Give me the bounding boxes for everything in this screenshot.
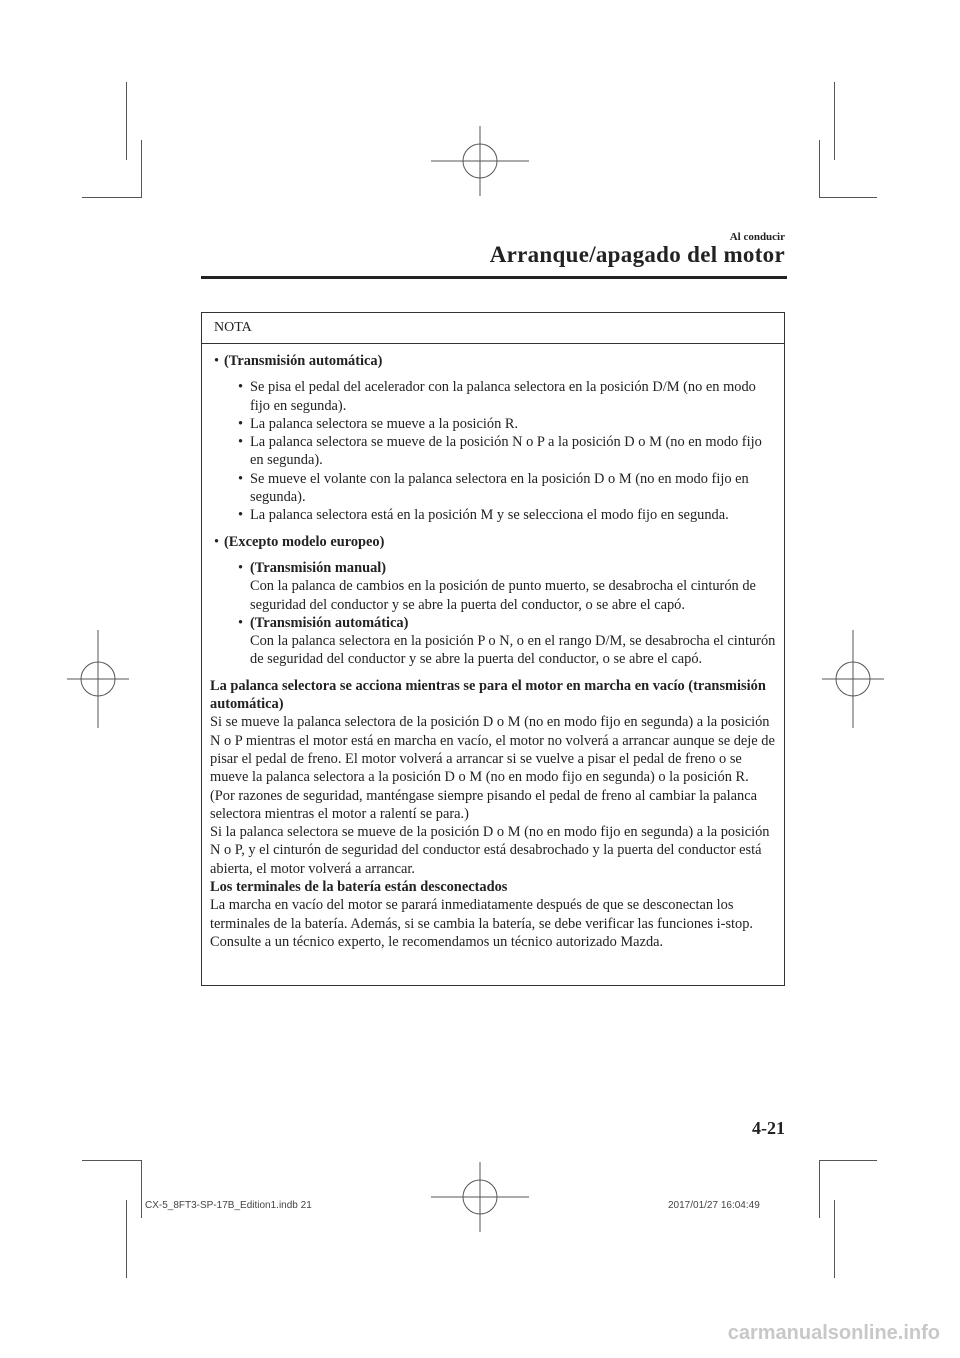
header-rule — [201, 276, 787, 279]
bullet-group-title: (Transmisión automática) — [224, 353, 383, 369]
bullet-dot-icon: • — [238, 379, 244, 396]
bullet-dot-icon: • — [238, 507, 244, 524]
bullet-group-automatic — [210, 352, 776, 370]
bullet-group-non-european — [210, 533, 776, 551]
registration-mark-left — [67, 630, 129, 728]
list-item: • Se pisa el pedal del acelerador con la palanca selectora en la posición D/M (no en modo fijo en segunda). — [238, 379, 756, 414]
list-item: • La palanca selectora se mueve de la posición N o P a la posición D o M (no en modo fijo en segunda). — [238, 434, 762, 469]
footer-file-name: CX-5_8FT3-SP-17B_Edition1.indb 21 — [145, 1200, 312, 1211]
bullet-dot-icon: • — [214, 353, 220, 369]
paragraph: Si la palanca selectora se mueve de la posición D o M (no en modo fijo en segunda) a la posición N o P, y el cinturón de seguridad del conductor está desabrochado y la puerta del conductor está abierta, el motor volverá a arrancar. — [210, 824, 770, 877]
section-heading: La palanca selectora se acciona mientras se para el motor en marcha en vacío (transmisión automática) — [210, 677, 766, 713]
bullet-group-title: (Excepto modelo europeo) — [224, 533, 385, 550]
page-title: Arranque/apagado del motor — [489, 242, 785, 267]
registration-mark-bottom — [431, 1162, 529, 1232]
list-item — [210, 559, 776, 614]
registration-mark-top — [431, 126, 529, 196]
subgroup-text: Con la palanca de cambios en la posición de punto muerto, se desabrocha el cinturón de seguridad del conductor y se abre la puerta del conductor, o se abre el capó. — [250, 578, 756, 613]
registration-mark-right — [822, 630, 884, 728]
bullet-dot-icon: • — [214, 533, 220, 550]
subgroup-title: (Transmisión automática) — [250, 614, 409, 631]
note-box — [201, 312, 785, 986]
section-label: Al conducir — [729, 231, 785, 243]
paragraph: La marcha en vacío del motor se parará inmediatamente después de que se desconectan los terminales de la batería. Además, si se cambia la batería, se debe verificar las funciones i-stop. Consulte a un técnico experto, le recomendamos un técnico autorizado Mazda. — [210, 897, 754, 950]
list-item: • La palanca selectora se mueve a la posición R. — [238, 415, 519, 432]
list-item: • La palanca selectora está en la posición M y se selecciona el modo fijo en segunda. — [238, 507, 729, 524]
subgroup-text: Con la palanca selectora en la posición P o N, o en el rango D/M, se desabrocha el cinturón de seguridad del conductor y se abre la puerta del conductor, o se abre el capó. — [250, 633, 776, 668]
footer-timestamp: 2017/01/27 16:04:49 — [668, 1200, 760, 1211]
list-item: • Se mueve el volante con la palanca selectora en la posición D o M (no en modo fijo en segunda). — [238, 470, 749, 506]
note-heading: NOTA — [202, 313, 784, 344]
section-heading: Los terminales de la batería están desconectados — [210, 879, 508, 896]
note-body — [202, 344, 784, 951]
bullet-dot-icon: • — [238, 415, 244, 432]
page-number: 4-21 — [752, 1118, 785, 1138]
bullet-dot-icon: • — [238, 470, 244, 487]
bullet-dot-icon: • — [238, 434, 244, 451]
watermark: carmanualsonline.info — [727, 1322, 940, 1344]
paragraph: Si se mueve la palanca selectora de la posición D o M (no en modo fijo en segunda) a la posición N o P mientras el motor está en marcha en vacío, el motor no volverá a arrancar aunque se deje de pisar el pedal de freno. El motor volverá a arrancar si se vuelve a pisar el pedal de freno o se mueve la palanca selectora a la posición D o M (no en modo fijo en segunda) o la posición R. (Por razones de seguridad, manténgase siempre pisando el pedal de freno al cambiar la palanca selectora mientras el motor a ralentí se para.) — [210, 714, 775, 822]
bullet-dot-icon: • — [238, 559, 244, 576]
bullet-dot-icon: • — [238, 614, 244, 631]
subgroup-title: (Transmisión manual) — [250, 559, 387, 576]
list-item — [210, 614, 776, 669]
